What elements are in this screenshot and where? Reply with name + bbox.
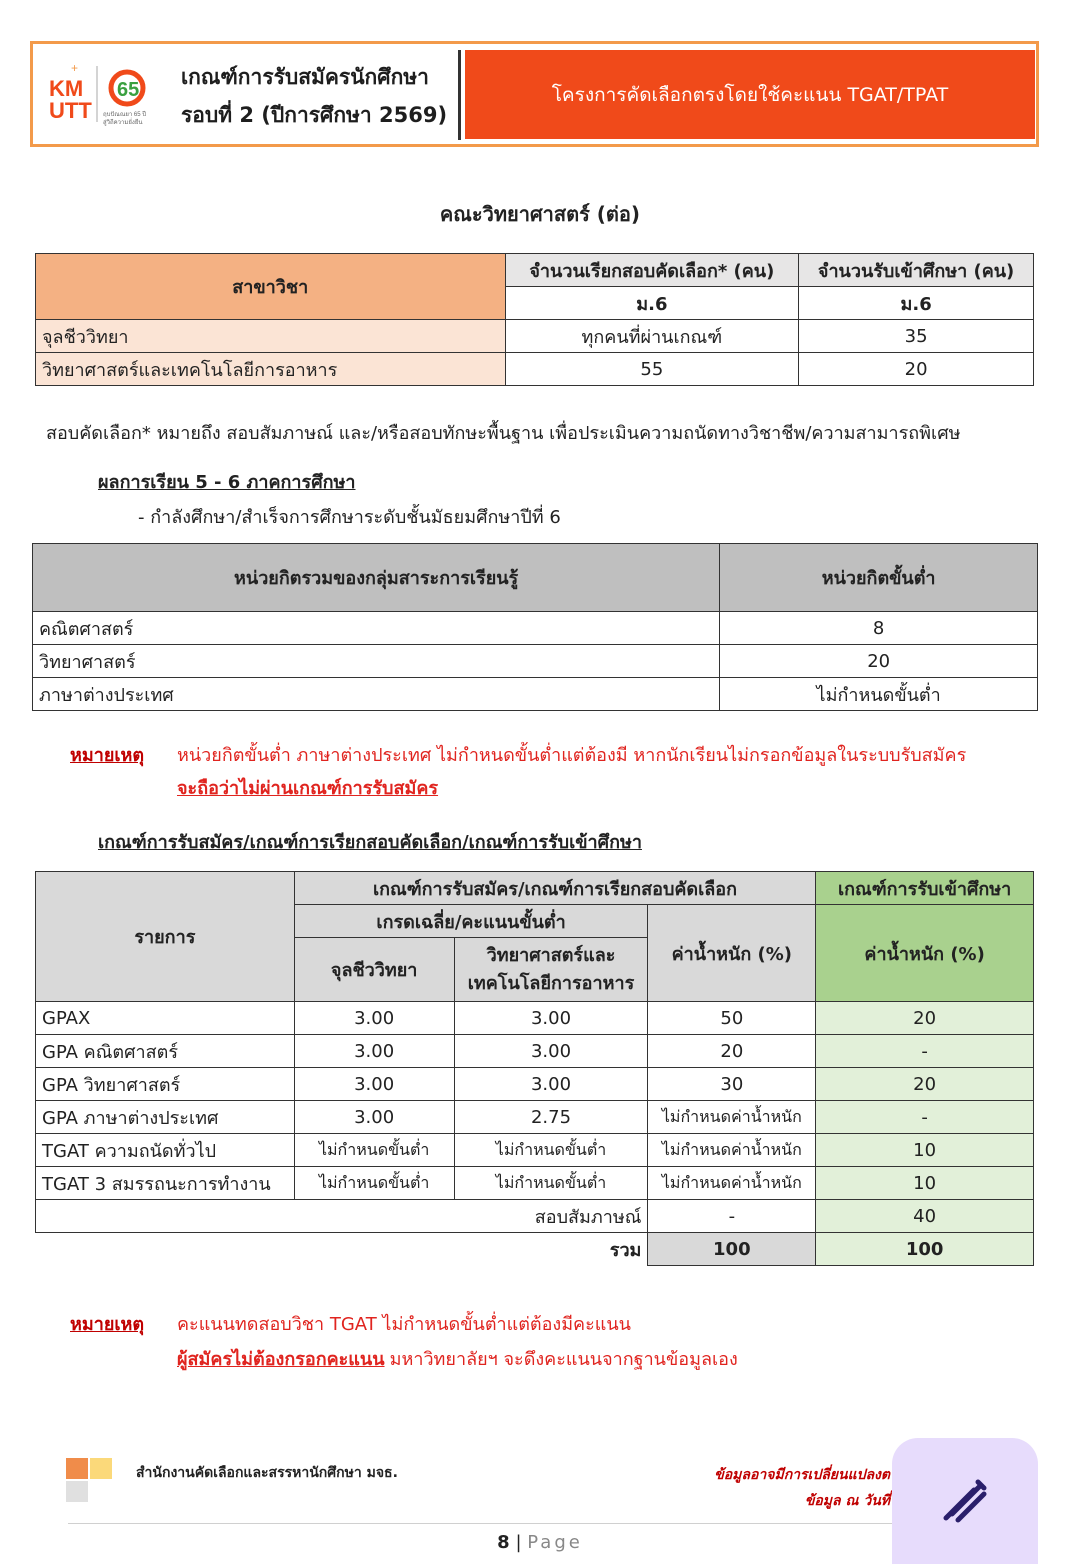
admit-cell: 20 [799,353,1034,386]
table-row [36,1002,1034,1035]
subject-cell: วิทยาศาสตร์ [33,645,720,678]
interview-weight: - [648,1200,816,1233]
faculty-title: คณะวิทยาศาสตร์ (ต่อ) [439,202,641,226]
header-banner: โครงการคัดเลือกตรงโดยใช้คะแนน TGAT/TPAT [465,50,1035,139]
food-cell: 3.00 [454,1002,648,1035]
note2-text2: มหาวิทยาลัยฯ จะดึงคะแนนจากฐานข้อมูลเอง [389,1349,738,1370]
micro-cell: 3.00 [294,1035,454,1068]
header-divider [458,50,461,140]
micro-cell: ไม่กำหนดขั้นต่ำ [294,1134,454,1167]
interview-label: สอบสัมภาษณ์ [36,1200,648,1233]
micro-cell: 3.00 [294,1002,454,1035]
item-cell: TGAT ความถนัดทั่วไป [36,1134,295,1167]
interview-row [36,1200,1034,1233]
col-item-header: รายการ [36,872,295,1002]
page-number-value: 8 [497,1532,510,1553]
header-title [181,58,447,134]
food-cell: ไม่กำหนดขั้นต่ำ [454,1134,648,1167]
note2-label: หมายเหตุ [70,1314,145,1335]
col-food-header-l1: วิทยาศาสตร์และ [486,944,616,966]
edit-pen-button[interactable] [892,1438,1038,1564]
note2-text: คะแนนทดสอบวิชา TGAT ไม่กำหนดขั้นต่ำแต่ต้องมีคะแนน [177,1314,631,1335]
admit-weight-cell: - [816,1035,1034,1068]
note2-strong: ผู้สมัครไม่ต้องกรอกคะแนน [177,1349,385,1370]
footer-logo [66,1458,112,1502]
exam-cell: ทุกคนที่ผ่านเกณฑ์ [505,320,799,353]
micro-cell: ไม่กำหนดขั้นต่ำ [294,1167,454,1200]
min-cell: 20 [720,645,1038,678]
admit-weight-cell: - [816,1101,1034,1134]
major-cell: จุลชีววิทยา [36,320,506,353]
seats-table [35,253,1034,386]
weight-cell: 50 [648,1002,816,1035]
weight-cell: 20 [648,1035,816,1068]
svg-text:ฤบปัณณยา 65 ปี: ฤบปัณณยา 65 ปี [103,112,147,118]
table-row [36,320,1034,353]
header-title-line1: เกณฑ์การรับสมัครนักศึกษา [181,65,429,89]
food-cell: 2.75 [454,1101,648,1134]
col-micro-header: จุลชีววิทยา [294,938,454,1002]
interview-admit: 40 [816,1200,1034,1233]
exam-note: สอบคัดเลือก* หมายถึง สอบสัมภาษณ์ และ/หรือสอบทักษะพื้นฐาน เพื่อประเมินความถนัดทางวิชาชีพ/ความสามารถพิเศษ [46,423,961,444]
admit-weight-cell: 10 [816,1134,1034,1167]
item-cell: GPAX [36,1002,295,1035]
total-label: รวม [36,1233,648,1266]
header-title-line2: รอบที่ 2 (ปีการศึกษา 2569) [181,103,448,127]
grades-heading: ผลการเรียน 5 - 6 ภาคการศึกษา [98,472,356,493]
svg-text:KM: KM [49,76,84,101]
svg-text:65: 65 [117,79,140,101]
col-major-header: สาขาวิชา [36,254,506,320]
item-cell: GPA วิทยาศาสตร์ [36,1068,295,1101]
col-food-header [454,938,648,1002]
svg-text:UTT: UTT [49,98,92,123]
table-row [36,353,1034,386]
page-label: Page [527,1532,583,1553]
col-group-header: หน่วยกิตรวมของกลุ่มสาระการเรียนรู้ [33,544,720,612]
item-cell: TGAT 3 สมรรถนะการทำงาน [36,1167,295,1200]
min-cell: 8 [720,612,1038,645]
note2-line2 [177,1344,738,1373]
subject-cell: คณิตศาสตร์ [33,612,720,645]
admit-weight-cell: 20 [816,1002,1034,1035]
item-cell: GPA คณิตศาสตร์ [36,1035,295,1068]
note2-label-wrap [70,1309,144,1338]
table-row [36,1035,1034,1068]
credits-table [32,543,1038,711]
footer-divider [68,1523,1013,1524]
sub-exam-header: ม.6 [505,287,799,320]
col-admit-header: จำนวนรับเข้าศึกษา (คน) [799,254,1034,287]
major-cell: วิทยาศาสตร์และเทคโนโลยีการอาหาร [36,353,506,386]
col-apply-header: เกณฑ์การรับสมัคร/เกณฑ์การเรียกสอบคัดเลือก [294,872,816,905]
footer-org: สำนักงานคัดเลือกและสรรหานักศึกษา มจธ. [136,1465,398,1481]
food-cell: ไม่กำหนดขั้นต่ำ [454,1167,648,1200]
table-row [36,1101,1034,1134]
pen-icon [938,1474,992,1528]
svg-text:สู่วิถีความยั่งยืน: สู่วิถีความยั่งยืน [103,120,143,126]
total-row [36,1233,1034,1266]
kmutt-logo [41,58,161,128]
table-row [33,645,1038,678]
table-row [36,1167,1034,1200]
note1-label: หมายเหตุ [70,745,145,766]
min-cell: ไม่กำหนดขั้นต่ำ [720,678,1038,711]
col-exam-header: จำนวนเรียกสอบคัดเลือก* (คน) [505,254,799,287]
admit-cell: 35 [799,320,1034,353]
col-weight-header: ค่าน้ำหนัก (%) [648,905,816,1002]
footer-disclaimer [690,1462,890,1514]
admit-weight-cell: 10 [816,1167,1034,1200]
criteria-heading: เกณฑ์การรับสมัคร/เกณฑ์การเรียกสอบคัดเลือก/เกณฑ์การรับเข้าศึกษา [98,832,642,853]
note1-label-wrap [70,740,144,769]
footer-disclaimer-line1: ข้อมูลอาจมีการเปลี่ยนแปลงต [714,1467,890,1483]
col-minscore-header: เกรดเฉลี่ย/คะแนนขั้นต่ำ [294,905,648,938]
table-row [33,612,1038,645]
col-admit-header: เกณฑ์การรับเข้าศึกษา [816,872,1034,905]
note1-text: หน่วยกิตขั้นต่ำ ภาษาต่างประเทศ ไม่กำหนดขั้นต่ำแต่ต้องมี หากนักเรียนไม่กรอกข้อมูลในระบบรับสมัคร [177,745,967,766]
col-admit-weight-header: ค่าน้ำหนัก (%) [816,905,1034,1002]
document-header [30,41,1039,147]
table-row [33,678,1038,711]
page-separator: | [515,1532,522,1553]
table-row [36,1068,1034,1101]
grades-sub: - กำลังศึกษา/สำเร็จการศึกษาระดับชั้นมัธยมศึกษาปีที่ 6 [138,507,561,528]
micro-cell: 3.00 [294,1068,454,1101]
weight-cell: 30 [648,1068,816,1101]
weight-cell: ไม่กำหนดค่าน้ำหนัก [648,1101,816,1134]
total-weight: 100 [648,1233,816,1266]
food-cell: 3.00 [454,1035,648,1068]
col-min-header: หน่วยกิตขั้นต่ำ [720,544,1038,612]
table-row [36,1134,1034,1167]
weight-cell: ไม่กำหนดค่าน้ำหนัก [648,1167,816,1200]
micro-cell: 3.00 [294,1101,454,1134]
total-admit: 100 [816,1233,1034,1266]
exam-cell: 55 [505,353,799,386]
weight-cell: ไม่กำหนดค่าน้ำหนัก [648,1134,816,1167]
svg-text:+: + [71,61,79,75]
note1-strong: จะถือว่าไม่ผ่านเกณฑ์การรับสมัคร [177,778,439,799]
subject-cell: ภาษาต่างประเทศ [33,678,720,711]
item-cell: GPA ภาษาต่างประเทศ [36,1101,295,1134]
food-cell: 3.00 [454,1068,648,1101]
sub-admit-header: ม.6 [799,287,1034,320]
footer-disclaimer-line2: ข้อมูล ณ วันที่ [804,1493,890,1509]
col-food-header-l2: เทคโนโลยีการอาหาร [467,972,635,994]
criteria-table [35,871,1034,1266]
admit-weight-cell: 20 [816,1068,1034,1101]
